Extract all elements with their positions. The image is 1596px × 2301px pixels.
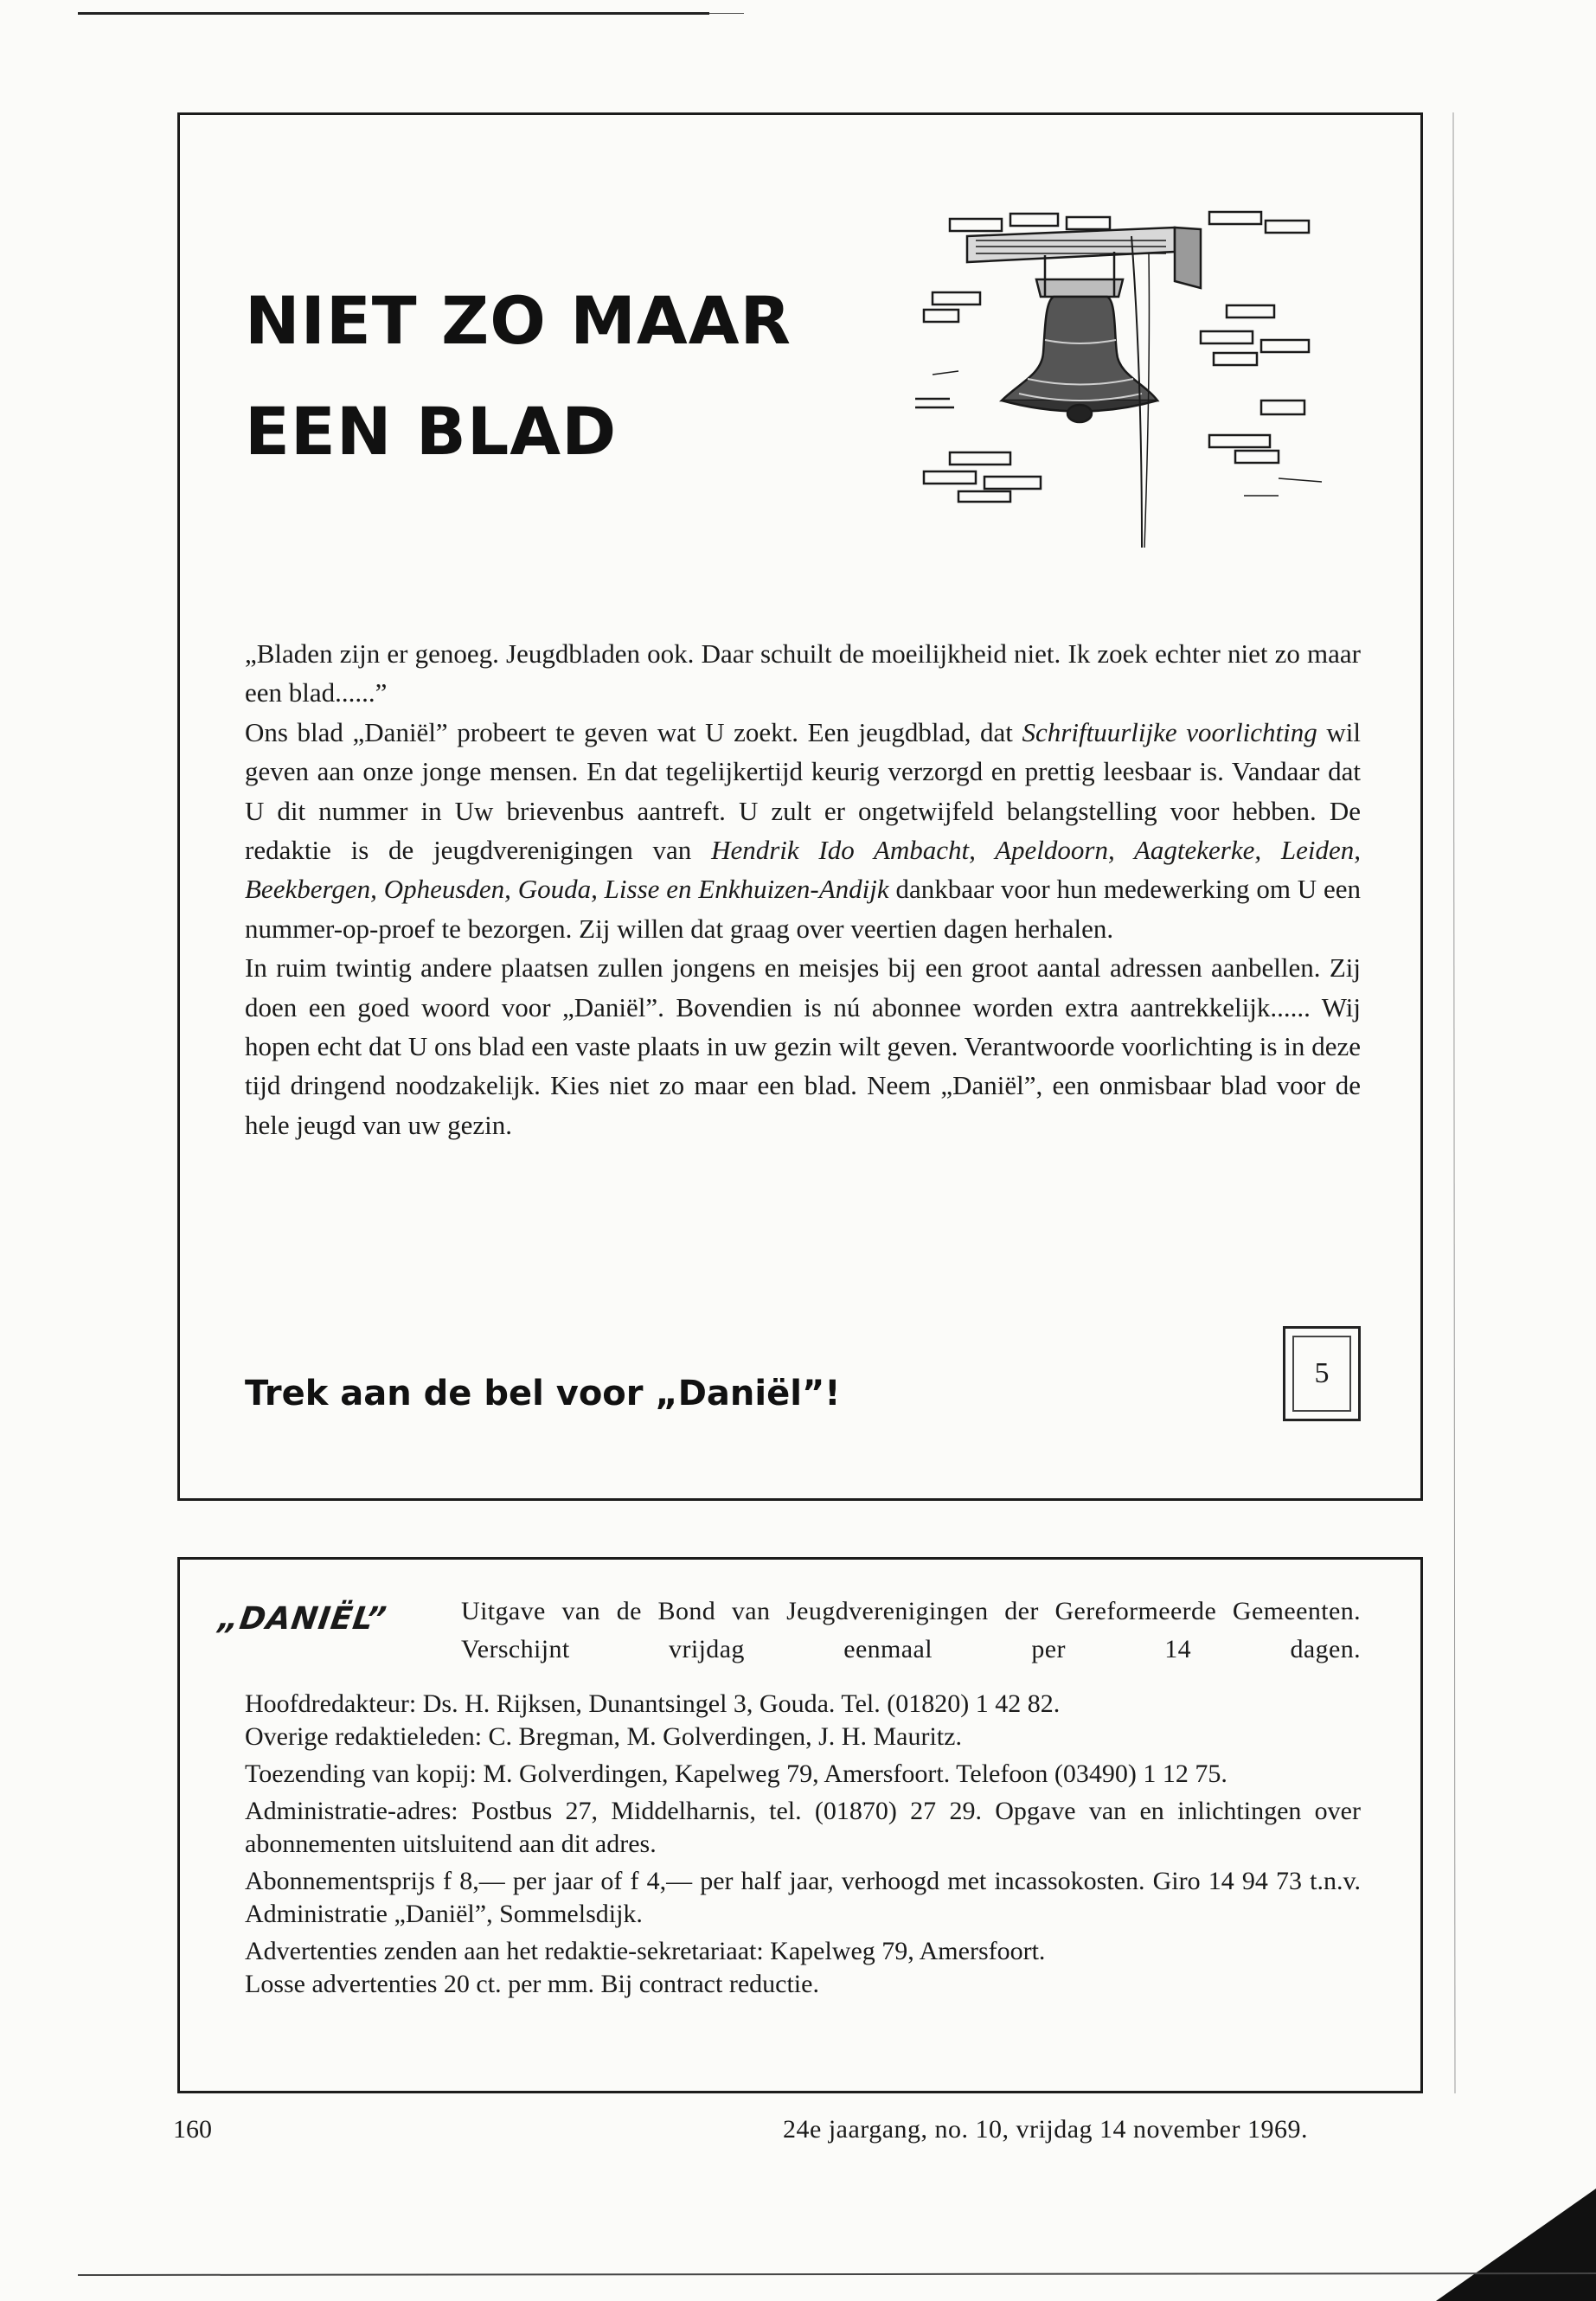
colophon-intro: Uitgave van de Bond van Jeugdverenigingen der Gereformeerde Gemeenten. Verschijnt vrijdag eenmaal per 14 dagen. [461,1597,1361,1663]
article-paragraph-2: In ruim twintig andere plaatsen zullen jongens en meisjes bij een groot aantal adressen aanbellen. Zij doen een goed woord voor „Daniël”. Bovendien is nú abonnee worden extra aantrekkelijk...... Wij hopen echt dat U ons blad een vaste plaats in uw gezin wilt geven. Verantwoorde voorlichting is in deze tijd dringend noodzakelijk. Kies niet zo maar een blad. Neem „Daniël”, een onmisbaar blad voor de hele jeugd van uw gezin. [245,952,1361,1140]
colophon-box [177,1557,1423,2093]
headline-line-2: EEN BLAD [245,393,618,470]
top-rule [78,12,709,15]
article-emphasis-a: Schriftuurlijke voorlichting [1022,716,1317,747]
bell-illustration [915,202,1348,565]
footer-page-number: 160 [173,2115,212,2144]
daniel-logo: „DANIËL” [216,1601,389,1637]
footer-issue-info: 24e jaargang, no. 10, vrijdag 14 november 1969. [783,2115,1308,2144]
slogan: Trek aan de bel voor „Daniël”! [245,1374,841,1413]
ads-rate: Losse advertenties 20 ct. per mm. Bij contract reductie. [245,1970,819,1998]
article-text-c: dankbaar voor hun medewerking om U een nummer-op-proef te bezorgen. Zij willen dat graag over veertien dagen herhalen. [245,874,1361,944]
other-editors: Overige redaktieleden: C. Bregman, M. Golverdingen, J. H. Mauritz. [245,1722,962,1751]
article-box [177,112,1423,1501]
copy-address: Toezending van kopij: M. Golverdingen, Kapelweg 79, Amersfoort. Telefoon (03490) 1 12 75. [245,1759,1227,1788]
article-emphasis-places: Hendrik Ido Ambacht, Apeldoorn, Aagtekerke, Leiden, Beekbergen, Opheusden, Gouda, Lisse en Enkhuizen-Andijk [245,835,1361,905]
article-text-b: wil geven aan onze jonge mensen. En dat tegelijkertijd keurig verzorgd en prettig leesbaar is. Vandaar dat U dit nummer in Uw brievenbus aantreft. U zult er ongetwijfeld belangstelling voor hebben. De redaktie is de jeugdverenigingen van [245,716,1361,866]
top-rule-thin [709,13,744,14]
article-text-a: Ons blad „Daniël” probeert te geven wat U zoekt. Een jeugdblad, dat [245,716,1022,747]
article-body [245,634,1361,1144]
subscription-info: Abonnementsprijs f 8,— per jaar of f 4,— per half jaar, verhoogd met incassokosten. Giro 14 94 73 t.n.v. Administratie „Daniël”, Sommelsdijk. [245,1867,1361,1928]
page-marker-box [1283,1326,1361,1421]
article-quote: „Bladen zijn er genoeg. Jeugdbladen ook. Daar schuilt de moeilijkheid niet. Ik zoek echter niet zo maar een blad......” [245,638,1361,708]
editor-in-chief: Hoofdredakteur: Ds. H. Rijksen, Dunantsingel 3, Gouda. Tel. (01820) 1 42 82. [245,1689,1061,1718]
ads-address: Advertenties zenden aan het redaktie-sekretariaat: Kapelweg 79, Amersfoort. [245,1937,1046,1965]
colophon-details [245,1688,1361,2005]
admin-address: Administratie-adres: Postbus 27, Middelharnis, tel. (01870) 27 29. Opgave van en inlichtingen over abonnementen uitsluitend aan dit adres. [245,1797,1361,1858]
headline-line-1: NIET ZO MAAR [245,282,792,359]
page-marker: 5 [1292,1336,1351,1412]
